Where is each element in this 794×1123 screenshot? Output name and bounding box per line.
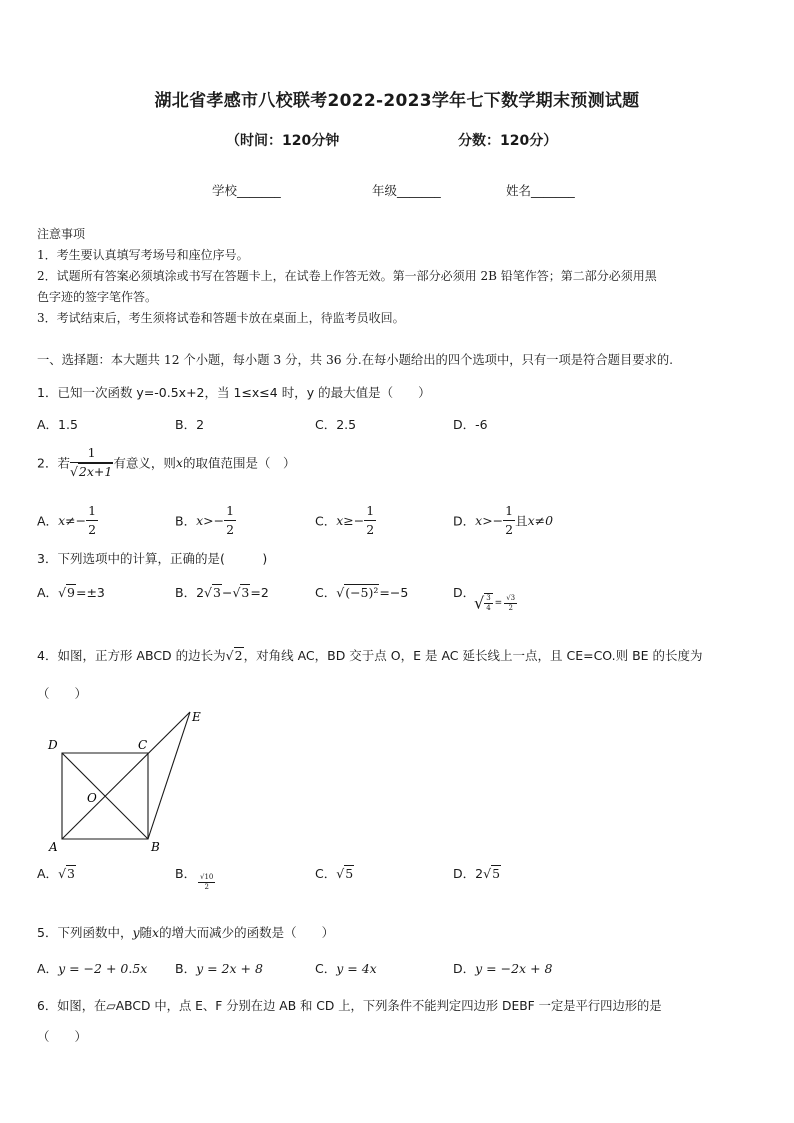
operator: − [221, 585, 233, 600]
q5-var-x: x [152, 925, 160, 940]
sqrt: √5 [483, 866, 501, 881]
q1-option-b: B．2 [175, 417, 205, 432]
q1-option-a: A．1.5 [37, 417, 78, 432]
note-item: 色字迹的签字笔作答。 [37, 290, 158, 304]
half-fraction [364, 502, 376, 539]
option-tail: =−5 [379, 585, 409, 600]
option-label: B． [175, 585, 197, 600]
q5-stem-post: 的增大而减少的函数是（ ） [159, 925, 335, 940]
radicand: 2x+1 [78, 464, 113, 479]
option-tail-expr: x≠0 [527, 513, 554, 528]
exam-time: （时间：120分钟 [226, 133, 340, 149]
radicand: 3 [213, 585, 221, 600]
q1-option-c: C．2.5 [315, 417, 357, 432]
radicand: 5 [492, 866, 501, 881]
notes-heading: 注意事项 [37, 227, 86, 241]
label-o: O [87, 791, 97, 805]
option-label: A． [37, 961, 59, 976]
q2-option-b [175, 502, 236, 539]
label-c: C [138, 738, 148, 752]
fraction-denominator: √2x+1 [69, 464, 113, 479]
radicand: 5 [345, 866, 354, 881]
option-label: D． [453, 866, 476, 881]
fraction-numerator: 3 [486, 594, 491, 602]
question-6-paren: （ ） [37, 1029, 88, 1044]
sqrt: √(−5)² [336, 585, 379, 600]
option-label: A． [37, 866, 59, 881]
option-expr: x>− [475, 513, 504, 528]
radicand: 3 [67, 866, 75, 881]
sqrt: √5 [336, 866, 354, 881]
school-field: 学校_______ [212, 183, 281, 198]
label-d: D [48, 738, 58, 752]
option-label: C． [315, 961, 337, 976]
option-label: C． [315, 866, 337, 881]
q3-option-a [37, 583, 105, 601]
label-a: A [49, 840, 58, 854]
fraction-numerator: 1 [503, 502, 515, 521]
sqrt: √2 [225, 648, 243, 663]
fraction-numerator: 1 [70, 444, 113, 463]
q5-option-d [453, 959, 552, 977]
half-fraction [86, 502, 98, 539]
note-item: 2．试题所有答案必须填涂或书写在答题卡上，在试卷上作答无效。第一部分必须用 2B 铅笔作答；第二部分必须用黑 [37, 269, 657, 283]
option-expr: x>− [196, 513, 225, 528]
option-tail: 且 [515, 513, 528, 529]
grade-field: 年级_______ [372, 183, 441, 198]
note-item: 1．考生要认真填写考场号和座位序号。 [37, 248, 249, 262]
q5-option-b [175, 959, 263, 977]
option-label: B． [175, 513, 197, 529]
q1-option-d: D．-6 [453, 417, 488, 432]
option-tail: =±3 [75, 585, 105, 600]
radicand: 9 [67, 585, 75, 600]
option-expr: y = 2x + 8 [196, 961, 263, 976]
q2-var: x [175, 455, 183, 470]
option-label: D． [453, 585, 476, 600]
radicand: 2 [234, 648, 243, 663]
option-expr: y = 4x [336, 961, 377, 976]
sqrt: √9 [58, 585, 75, 600]
fraction-denominator: 2 [88, 522, 97, 537]
q4-option-b [175, 864, 196, 882]
option-label: D． [453, 513, 476, 529]
fraction-denominator: 2 [366, 522, 375, 537]
fraction-numerator: √3 [506, 593, 516, 602]
fraction-denominator: 2 [226, 522, 235, 537]
small-fraction [198, 873, 215, 892]
q5-option-c [315, 959, 377, 977]
q4-figure [40, 705, 220, 855]
q3-option-c [315, 583, 408, 601]
fraction-denominator: 2 [204, 883, 209, 891]
option-label: B． [175, 961, 197, 976]
fraction-denominator: 2 [505, 522, 514, 537]
fraction-numerator: 1 [86, 502, 98, 521]
label-e: E [192, 710, 201, 724]
q2-post: 的取值范围是（ ） [182, 455, 296, 471]
q4-b-fraction [198, 872, 215, 892]
question-5-stem [37, 923, 334, 941]
question-1-stem: 1．已知一次函数 y=-0.5x+2，当 1≤x≤4 时，y 的最大值是（ ） [37, 385, 431, 400]
option-tail: =2 [250, 585, 269, 600]
fraction-numerator: 1 [364, 502, 376, 521]
q2-option-c [315, 502, 376, 539]
note-item: 3．考试结束后，考生须将试卷和答题卡放在桌面上，待监考员收回。 [37, 311, 405, 325]
exam-title: 湖北省孝感市八校联考2022-2023学年七下数学期末预测试题 [154, 91, 640, 111]
question-3-stem: 3．下列选项中的计算，正确的是( ) [37, 551, 268, 566]
fraction-denominator: 2 [508, 603, 513, 612]
sqrt: √3 [232, 585, 250, 600]
fraction-numerator: 1 [224, 502, 236, 521]
question-6-stem: 6．如图，在▱ABCD 中，点 E、F 分别在边 AB 和 CD 上，下列条件不能判定四边形 DEBF 一定是平行四边形的是 [37, 999, 662, 1013]
sqrt: √3 [204, 585, 221, 600]
q2-option-a [37, 502, 98, 539]
segment-be [148, 712, 190, 839]
q2-mid: 有意义，则 [113, 455, 176, 471]
diagonal-ac-extended [62, 712, 190, 839]
q2-option-d [453, 502, 553, 539]
option-label: A． [37, 513, 59, 529]
option-label: D． [453, 961, 476, 976]
option-label: C． [315, 585, 337, 600]
equals: = [494, 598, 503, 608]
fraction-numerator: √10 [200, 873, 214, 881]
q5-option-a [37, 959, 147, 977]
sqrt: √3 [58, 866, 75, 881]
q5-stem-pre: 5．下列函数中， [37, 925, 133, 940]
q2-pre: 2．若 [37, 455, 70, 471]
q4-stem-pre: 4．如图，正方形 ABCD 的边长为 [37, 648, 226, 663]
section-heading: 一、选择题：本大题共 12 个小题，每小题 3 分，共 36 分.在每小题给出的四个选项中，只有一项是符合题目要求的. [37, 353, 674, 367]
q3-option-d [453, 583, 475, 601]
radicand: (−5)² [345, 585, 379, 600]
question-4-stem [37, 646, 703, 664]
half-fraction [503, 502, 515, 539]
q2-fraction [70, 444, 113, 481]
option-expr: y = −2x + 8 [475, 961, 553, 976]
option-expr: x≠− [58, 513, 87, 528]
exam-score: 分数：120分） [458, 133, 558, 149]
name-field: 姓名_______ [506, 183, 575, 198]
fraction-denominator: 4 [486, 604, 491, 612]
option-label: B． [175, 866, 197, 881]
radicand: 3 [241, 585, 250, 600]
q4-stem-post: ，对角线 AC，BD 交于点 O，E 是 AC 延长线上一点，且 CE=CO.则 BE 的长度为 [243, 648, 703, 663]
q4-option-d [453, 864, 501, 882]
question-2-stem [37, 444, 295, 481]
small-fraction [504, 594, 517, 613]
half-fraction [224, 502, 236, 539]
coefficient: 2 [475, 866, 484, 881]
q5-var-y: y [132, 925, 140, 940]
q4-option-a [37, 864, 76, 882]
option-expr: y = −2 + 0.5x [58, 961, 148, 976]
q5-stem-mid: 随 [139, 925, 153, 940]
question-4-paren: （ ） [37, 686, 88, 701]
option-expr: x≥− [336, 513, 365, 528]
option-label: C． [315, 513, 337, 529]
q4-option-c [315, 864, 354, 882]
option-label: A． [37, 585, 59, 600]
q3-option-b [175, 583, 269, 601]
label-b: B [151, 840, 160, 854]
small-fraction [484, 593, 492, 613]
q3-d-expr: √ $\frac{3}{4}$ = $\frac{√3}{2}$ [474, 593, 516, 613]
coefficient: 2 [196, 585, 205, 600]
